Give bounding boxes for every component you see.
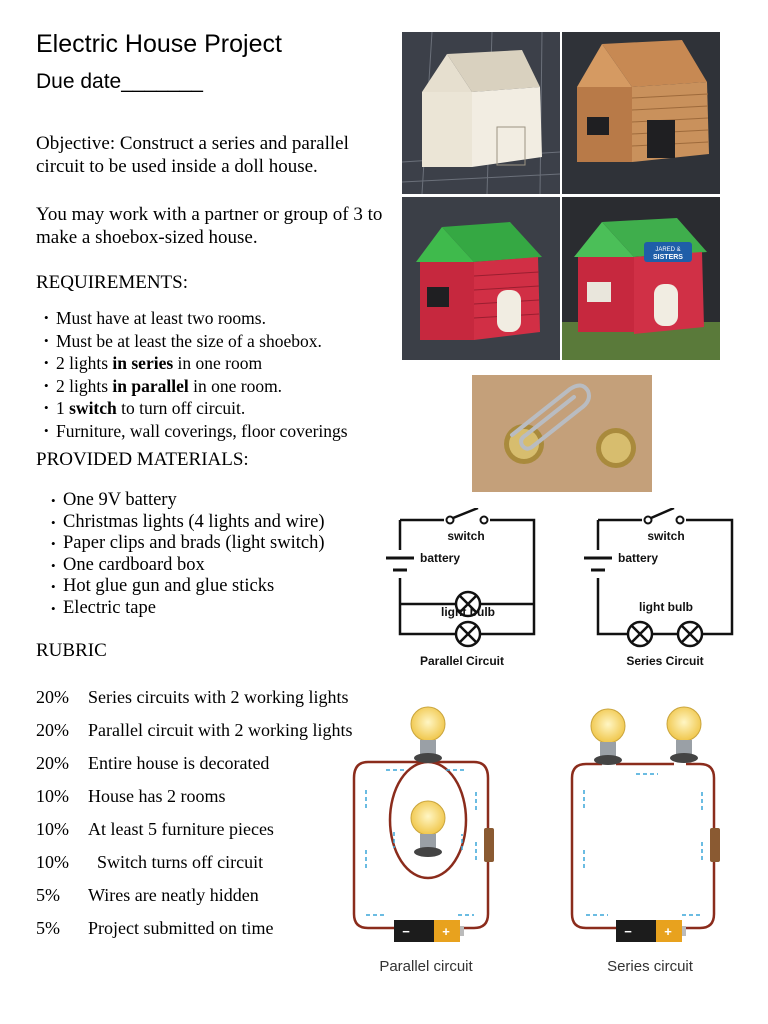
light-bulb-icon (411, 707, 445, 763)
list-item: • Must have at least two rooms. (44, 307, 404, 330)
bulb-circuit-illustrations (346, 700, 742, 980)
page-title: Electric House Project (36, 30, 282, 58)
parallel-illustration (354, 707, 494, 975)
circuit-schematics (382, 508, 740, 670)
list-item: • Hot glue gun and glue sticks (51, 576, 391, 598)
list-item: • Paper clips and brads (light switch) (51, 533, 391, 555)
rubric-description: Entire house is decorated (88, 753, 270, 773)
photo-wooden-house (562, 32, 720, 194)
partner-note: You may work with a partner or group of 3 to make a shoebox-sized house. (36, 204, 383, 248)
rubric-percent: 5% (36, 918, 60, 938)
bulb-label: light bulb (639, 600, 693, 614)
photo-finished-house (562, 197, 720, 360)
photo-white-house (402, 32, 560, 194)
rubric-description: House has 2 rooms (88, 786, 226, 806)
rubric-description: Series circuits with 2 working lights (88, 687, 349, 707)
list-item: • 1 switch to turn off circuit. (44, 397, 404, 420)
switch-icon (710, 828, 720, 862)
requirements-list (44, 307, 404, 442)
series-illustration (572, 707, 720, 975)
rubric-description: Project submitted on time (88, 918, 274, 938)
list-item: • Christmas lights (4 lights and wire) (51, 512, 391, 534)
rubric-description: Wires are neatly hidden (88, 885, 259, 905)
switch-icon (484, 828, 494, 862)
schematic-caption: Series Circuit (626, 654, 704, 668)
battery-minus: − (402, 924, 410, 939)
list-item: • 2 lights in parallel in one room. (44, 375, 404, 398)
switch-label: switch (447, 529, 485, 543)
bulb-symbol (628, 622, 652, 646)
list-item: • Electric tape (51, 598, 391, 620)
battery-icon (616, 920, 686, 942)
list-item: • One cardboard box (51, 555, 391, 577)
battery-label: battery (420, 551, 461, 565)
battery-icon (394, 920, 464, 942)
parallel-schematic (386, 508, 534, 668)
light-bulb-icon (591, 709, 625, 765)
due-date: Due date_______ (36, 70, 203, 93)
battery-label: battery (618, 551, 659, 565)
light-bulb-icon (667, 707, 701, 763)
series-schematic (584, 508, 732, 668)
rubric-percent: 5% (36, 885, 60, 905)
battery-plus: + (664, 924, 672, 939)
rubric-description: Parallel circuit with 2 working lights (88, 720, 353, 740)
bulb-label: light bulb (441, 605, 495, 619)
illustration-caption: Parallel circuit (379, 958, 473, 975)
sign-line-2: SISTERS (653, 254, 683, 261)
list-item: • 2 lights in series in one room (44, 352, 404, 375)
house-photo-collage (402, 32, 720, 360)
battery-minus: − (624, 924, 632, 939)
rubric-description: Switch turns off circuit (88, 852, 264, 872)
battery-plus: + (442, 924, 450, 939)
bulb-symbol (678, 622, 702, 646)
materials-heading: PROVIDED MATERIALS: (36, 449, 249, 470)
list-item: • One 9V battery (51, 490, 391, 512)
rubric-percent: 10% (36, 852, 69, 872)
list-item: • Must be at least the size of a shoebox. (44, 330, 404, 353)
materials-list (51, 490, 391, 619)
rubric-description: At least 5 furniture pieces (88, 819, 274, 839)
rubric-percent: 20% (36, 687, 69, 707)
bulb-symbol (456, 622, 480, 646)
objective-text: Objective: Construct a series and parallel circuit to be used inside a doll house. (36, 133, 349, 177)
switch-label: switch (647, 529, 685, 543)
sign-line-1: JARED & (655, 247, 681, 253)
requirements-heading: REQUIREMENTS: (36, 272, 188, 293)
light-bulb-icon (411, 801, 445, 857)
rubric-percent: 20% (36, 753, 69, 773)
list-item: • Furniture, wall coverings, floor coverings (44, 420, 404, 443)
illustration-caption: Series circuit (607, 958, 693, 975)
rubric-percent: 10% (36, 786, 69, 806)
photo-red-house (402, 197, 560, 360)
paper-clip-switch-photo (472, 375, 652, 492)
rubric-percent: 10% (36, 819, 69, 839)
rubric-heading: RUBRIC (36, 640, 107, 661)
schematic-caption: Parallel Circuit (419, 654, 505, 668)
rubric-percent: 20% (36, 720, 69, 740)
